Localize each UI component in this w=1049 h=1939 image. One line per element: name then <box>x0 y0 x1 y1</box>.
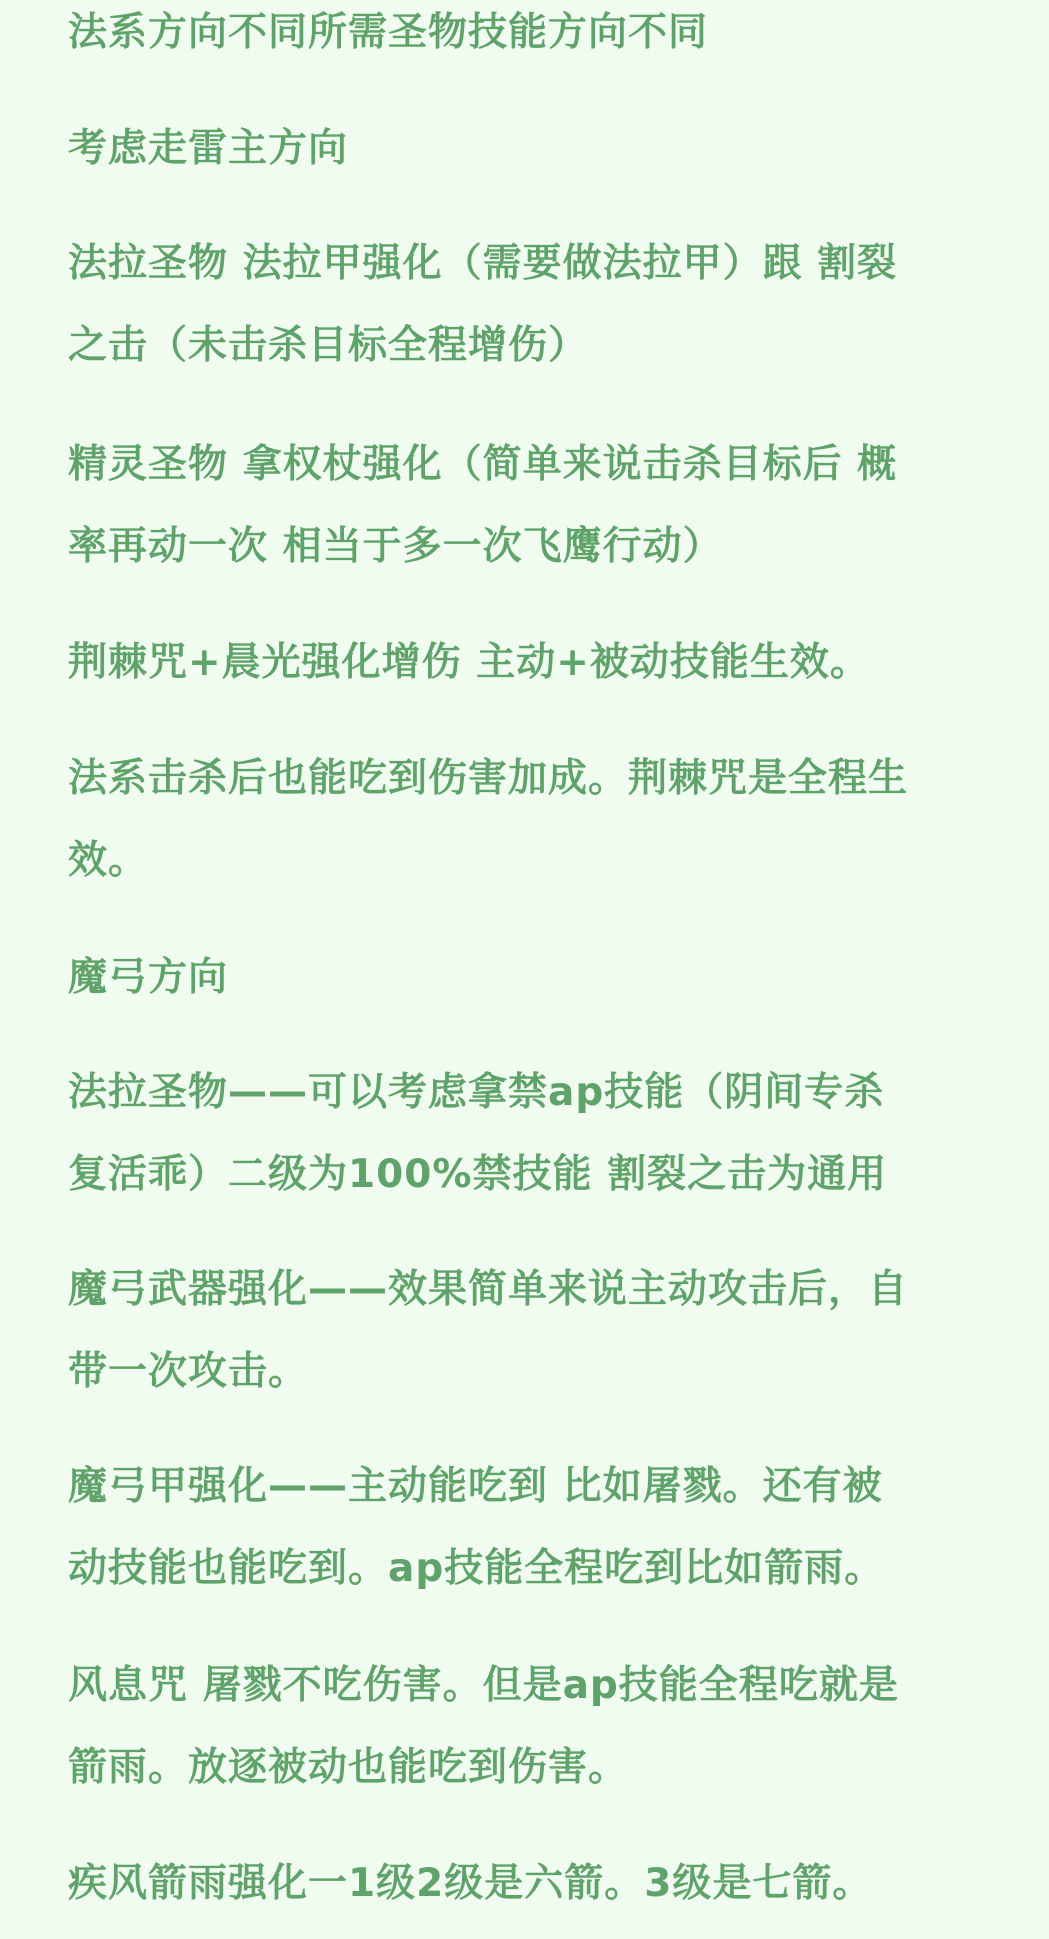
paragraph-7 <box>68 937 228 1019</box>
paragraph-11 <box>68 1645 899 1809</box>
paragraph-line: 考虑走雷主方向 <box>68 126 349 171</box>
paragraph-6 <box>68 738 908 902</box>
paragraph-line: 带一次攻击。 <box>68 1349 309 1394</box>
paragraph-2 <box>68 108 348 190</box>
paragraph-line: 荆棘咒+晨光强化增伤 主动+被动技能生效。 <box>68 640 870 685</box>
paragraph-5 <box>68 622 870 704</box>
paragraph-line: 效。 <box>68 838 149 883</box>
paragraph-line: 箭雨。放逐被动也能吃到伤害。 <box>68 1745 629 1790</box>
paragraph-line: 法系方向不同所需圣物技能方向不同 <box>68 10 709 55</box>
paragraph-line: 魔弓武器强化——效果简单来说主动攻击后，自 <box>68 1267 909 1312</box>
paragraph-line: 疾风箭雨强化一1级2级是六箭。3级是七箭。 <box>68 1861 873 1906</box>
paragraph-9 <box>68 1249 908 1413</box>
paragraph-line: 法拉圣物 法拉甲强化（需要做法拉甲）跟 割裂 <box>68 241 898 286</box>
paragraph-10 <box>68 1446 884 1610</box>
paragraph-12 <box>68 1843 872 1925</box>
paragraph-line: 魔弓甲强化——主动能吃到 比如屠戮。还有被 <box>68 1464 883 1509</box>
paragraph-line: 魔弓方向 <box>68 955 229 1000</box>
paragraph-line: 风息咒 屠戮不吃伤害。但是ap技能全程吃就是 <box>68 1663 899 1708</box>
paragraph-line: 法拉圣物——可以考虑拿禁ap技能（阴间专杀 <box>68 1070 885 1115</box>
paragraph-8 <box>68 1052 887 1216</box>
paragraph-line: 精灵圣物 拿权杖强化（简单来说击杀目标后 概 <box>68 442 898 487</box>
paragraph-4 <box>68 424 897 588</box>
paragraph-line: 动技能也能吃到。ap技能全程吃到比如箭雨。 <box>68 1546 885 1591</box>
paragraph-line: 率再动一次 相当于多一次飞鹰行动） <box>68 524 723 569</box>
paragraph-line: 法系击杀后也能吃到伤害加成。荆棘咒是全程生 <box>68 756 909 801</box>
paragraph-line: 复活乖）二级为100%禁技能 割裂之击为通用 <box>68 1152 888 1197</box>
paragraph-line: 之击（未击杀目标全程增伤） <box>68 323 589 368</box>
paragraph-3 <box>68 223 897 387</box>
paragraph-1 <box>68 0 708 74</box>
